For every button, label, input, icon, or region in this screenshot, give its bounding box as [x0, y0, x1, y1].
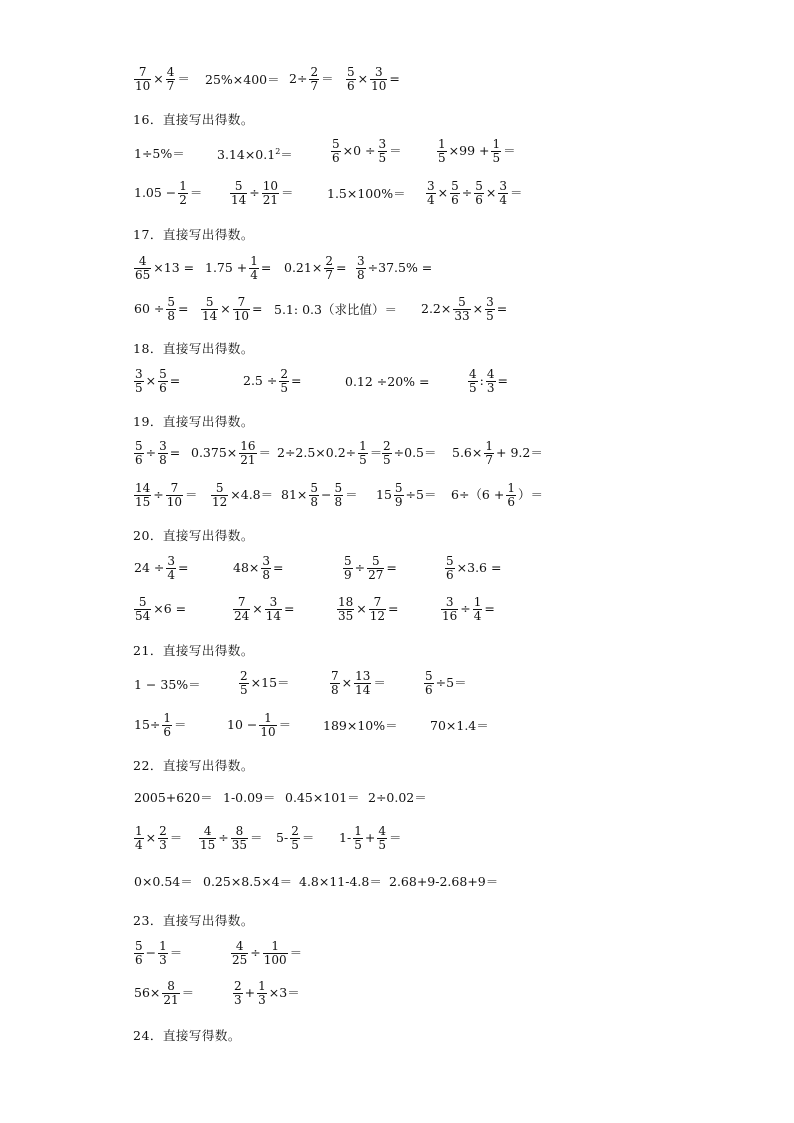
question-23-heading: 23．直接写出得数。 — [133, 913, 254, 928]
expr-17-4: $\frac{3}{8}$ ÷37.5% = — [357, 254, 433, 282]
expr-21-2: $\frac{2}{5}$ ×15＝ — [240, 669, 290, 697]
expr-16-1: 1÷5%＝ — [134, 146, 185, 161]
expr-19-5: 5.6× $\frac{1}{7}$ + 9.2＝ — [452, 439, 543, 467]
expr-17-6: $\frac{5}{14}$ × $\frac{7}{10}$ = — [202, 295, 263, 323]
expr-22-10: 0.25×8.5×4＝ — [203, 874, 293, 889]
expr-20-2: 48× $\frac{3}{8}$ = — [233, 554, 284, 582]
expr-20-4: $\frac{5}{6}$ ×3.6 = — [446, 554, 502, 582]
expr-22-3: 0.45×101＝ — [285, 790, 360, 805]
expr-17-7: 5.1: 0.3（求比值）＝ — [274, 302, 397, 317]
expr-23-4: 2 3 + $\frac{1}{3}$ ×3＝ — [234, 979, 300, 1007]
expr-21-4: $\frac{5}{6}$ ÷5＝ — [425, 669, 467, 697]
expr-17-5: 60 ÷ $\frac{5}{8}$ = — [134, 295, 189, 323]
expr-22-1: 2005+620＝ — [134, 790, 213, 805]
expr-19-9: 15 $\frac{5}{9}$ ÷5＝ — [376, 481, 437, 509]
expr-19-6: $\frac{14}{15}$ ÷ $\frac{7}{10}$ ＝ — [135, 481, 198, 509]
expr-22-2: 1-0.09＝ — [223, 790, 276, 805]
question-21-heading: 21．直接写出得数。 — [133, 643, 254, 658]
question-22-heading: 22．直接写出得数。 — [133, 758, 254, 773]
expr-21-7: 189×10%＝ — [323, 718, 398, 733]
expr-21-6: 10 − $\frac{1}{10}$ ＝ — [227, 711, 292, 739]
expr-16-7: 1.5×100%＝ — [327, 186, 406, 201]
expr-23-3: 56× $\frac{8}{21}$ ＝ — [134, 979, 195, 1007]
expr-20-6: $\frac{7}{24}$ × $\frac{3}{14}$ = — [234, 595, 295, 623]
expr-20-3: $\frac{5}{9}$ ÷ $\frac{5}{27}$ = — [344, 554, 397, 582]
expr-row0-3: 2÷ $\frac{2}{7}$ ＝ — [289, 65, 334, 93]
question-17-heading: 17．直接写出得数。 — [133, 227, 254, 242]
expr-22-4: 2÷0.02＝ — [368, 790, 427, 805]
expr-21-1: 1 − 35%＝ — [134, 677, 201, 692]
expr-17-2: 1.75 + $\frac{1}{4}$ = — [205, 254, 272, 282]
expr-21-3: $\frac{7}{8}$ × $\frac{13}{14}$ ＝ — [331, 669, 386, 697]
expr-18-1: $\frac{3}{5}$ × $\frac{5}{6}$ = — [135, 367, 181, 395]
expr-22-7: 5- 2 5 ＝ — [276, 824, 315, 852]
expr-16-8: $\frac{3}{4}$ × $\frac{5}{6}$ ÷ $\frac{5}{6}$ × $\frac{3}{4}$ ＝ — [427, 179, 523, 207]
expr-22-9: 0×0.54＝ — [134, 874, 193, 889]
expr-20-5: $\frac{5}{54}$ ×6 = — [135, 595, 187, 623]
question-19-heading: 19．直接写出得数。 — [133, 414, 254, 429]
question-16-heading: 16．直接写出得数。 — [133, 112, 254, 127]
expr-16-2: $3.14\times 0.1^2=$ — [217, 147, 293, 163]
expr-20-7: $\frac{18}{35}$ × $\frac{7}{12}$ = — [338, 595, 399, 623]
expr-22-8: 1- 1 5 + $\frac{4}{5}$ ＝ — [339, 824, 402, 852]
expr-21-5: 15÷ $\frac{1}{6}$ ＝ — [134, 711, 187, 739]
question-18-heading: 18．直接写出得数。 — [133, 341, 254, 356]
question-24-heading: 24．直接写得数。 — [133, 1028, 241, 1043]
expr-row0-2: 25%×400＝ — [205, 72, 280, 87]
expr-16-3: $\frac{5}{6}$ ×0 ÷ $\frac{3}{5}$ ＝ — [332, 137, 402, 165]
question-20-heading: 20．直接写出得数。 — [133, 528, 254, 543]
expr-18-2: 2.5 ÷ $\frac{2}{5}$ = — [243, 367, 302, 395]
expr-20-1: 24 ÷ $\frac{3}{4}$ = — [134, 554, 189, 582]
expr-22-5: $\frac{1}{4}$ × $\frac{2}{3}$ ＝ — [135, 824, 183, 852]
expr-19-4: $\frac{2}{5}$ ÷0.5＝ — [383, 439, 437, 467]
expr-19-7: $\frac{5}{12}$ ×4.8＝ — [212, 481, 274, 509]
expr-16-4: $\frac{1}{5}$ ×99 + $\frac{1}{5}$ ＝ — [438, 137, 516, 165]
expr-19-10: 6÷（6 + $\frac{1}{6}$ ）＝ — [451, 481, 543, 509]
expr-16-6: $\frac{5}{14}$ ÷ $\frac{10}{21}$ ＝ — [231, 179, 294, 207]
expr-23-1: 5 6 − $\frac{1}{3}$ ＝ — [135, 939, 183, 967]
expr-22-11: 4.8×11-4.8＝ — [299, 874, 382, 889]
expr-17-8: 2.2× $\frac{5}{33}$ × $\frac{3}{5}$ = — [421, 295, 508, 323]
expr-19-8: 81× $\frac{5}{8}$ − $\frac{5}{8}$ ＝ — [281, 481, 358, 509]
expr-18-4: 4 5 : $\frac{4}{3}$ = — [469, 367, 508, 395]
expr-19-3: 2÷2.5×0.2÷ $\frac{1}{5}$ ＝ — [277, 439, 383, 467]
expr-20-8: $\frac{3}{16}$ ÷ $\frac{1}{4}$ = — [442, 595, 495, 623]
expr-21-8: 70×1.4＝ — [430, 718, 489, 733]
expr-19-2: 0.375× $\frac{16}{21}$ ＝ — [191, 439, 272, 467]
expr-row0-4: $\frac{5}{6}$ × $\frac{3}{10}$ = — [347, 65, 400, 93]
expr-18-3: 0.12 ÷20% = — [345, 374, 430, 389]
expr-23-2: $\frac{4}{25}$ ÷ $\frac{1}{100}$ ＝ — [232, 939, 303, 967]
expr-16-5: 1.05 − $\frac{1}{2}$ ＝ — [134, 179, 203, 207]
expr-19-1: $\frac{5}{6}$ ÷ $\frac{3}{8}$ = — [135, 439, 181, 467]
expr-17-3: 0.21× $\frac{2}{7}$ = — [284, 254, 347, 282]
expr-row0-1: $\frac{7}{10}$ × $\frac{4}{7}$ ＝ — [135, 65, 190, 93]
expr-17-1: $\frac{4}{65}$ ×13 = — [135, 254, 195, 282]
expr-22-6: $\frac{4}{15}$ ÷ $\frac{8}{35}$ ＝ — [200, 824, 263, 852]
expr-22-12: 2.68+9-2.68+9＝ — [389, 874, 499, 889]
